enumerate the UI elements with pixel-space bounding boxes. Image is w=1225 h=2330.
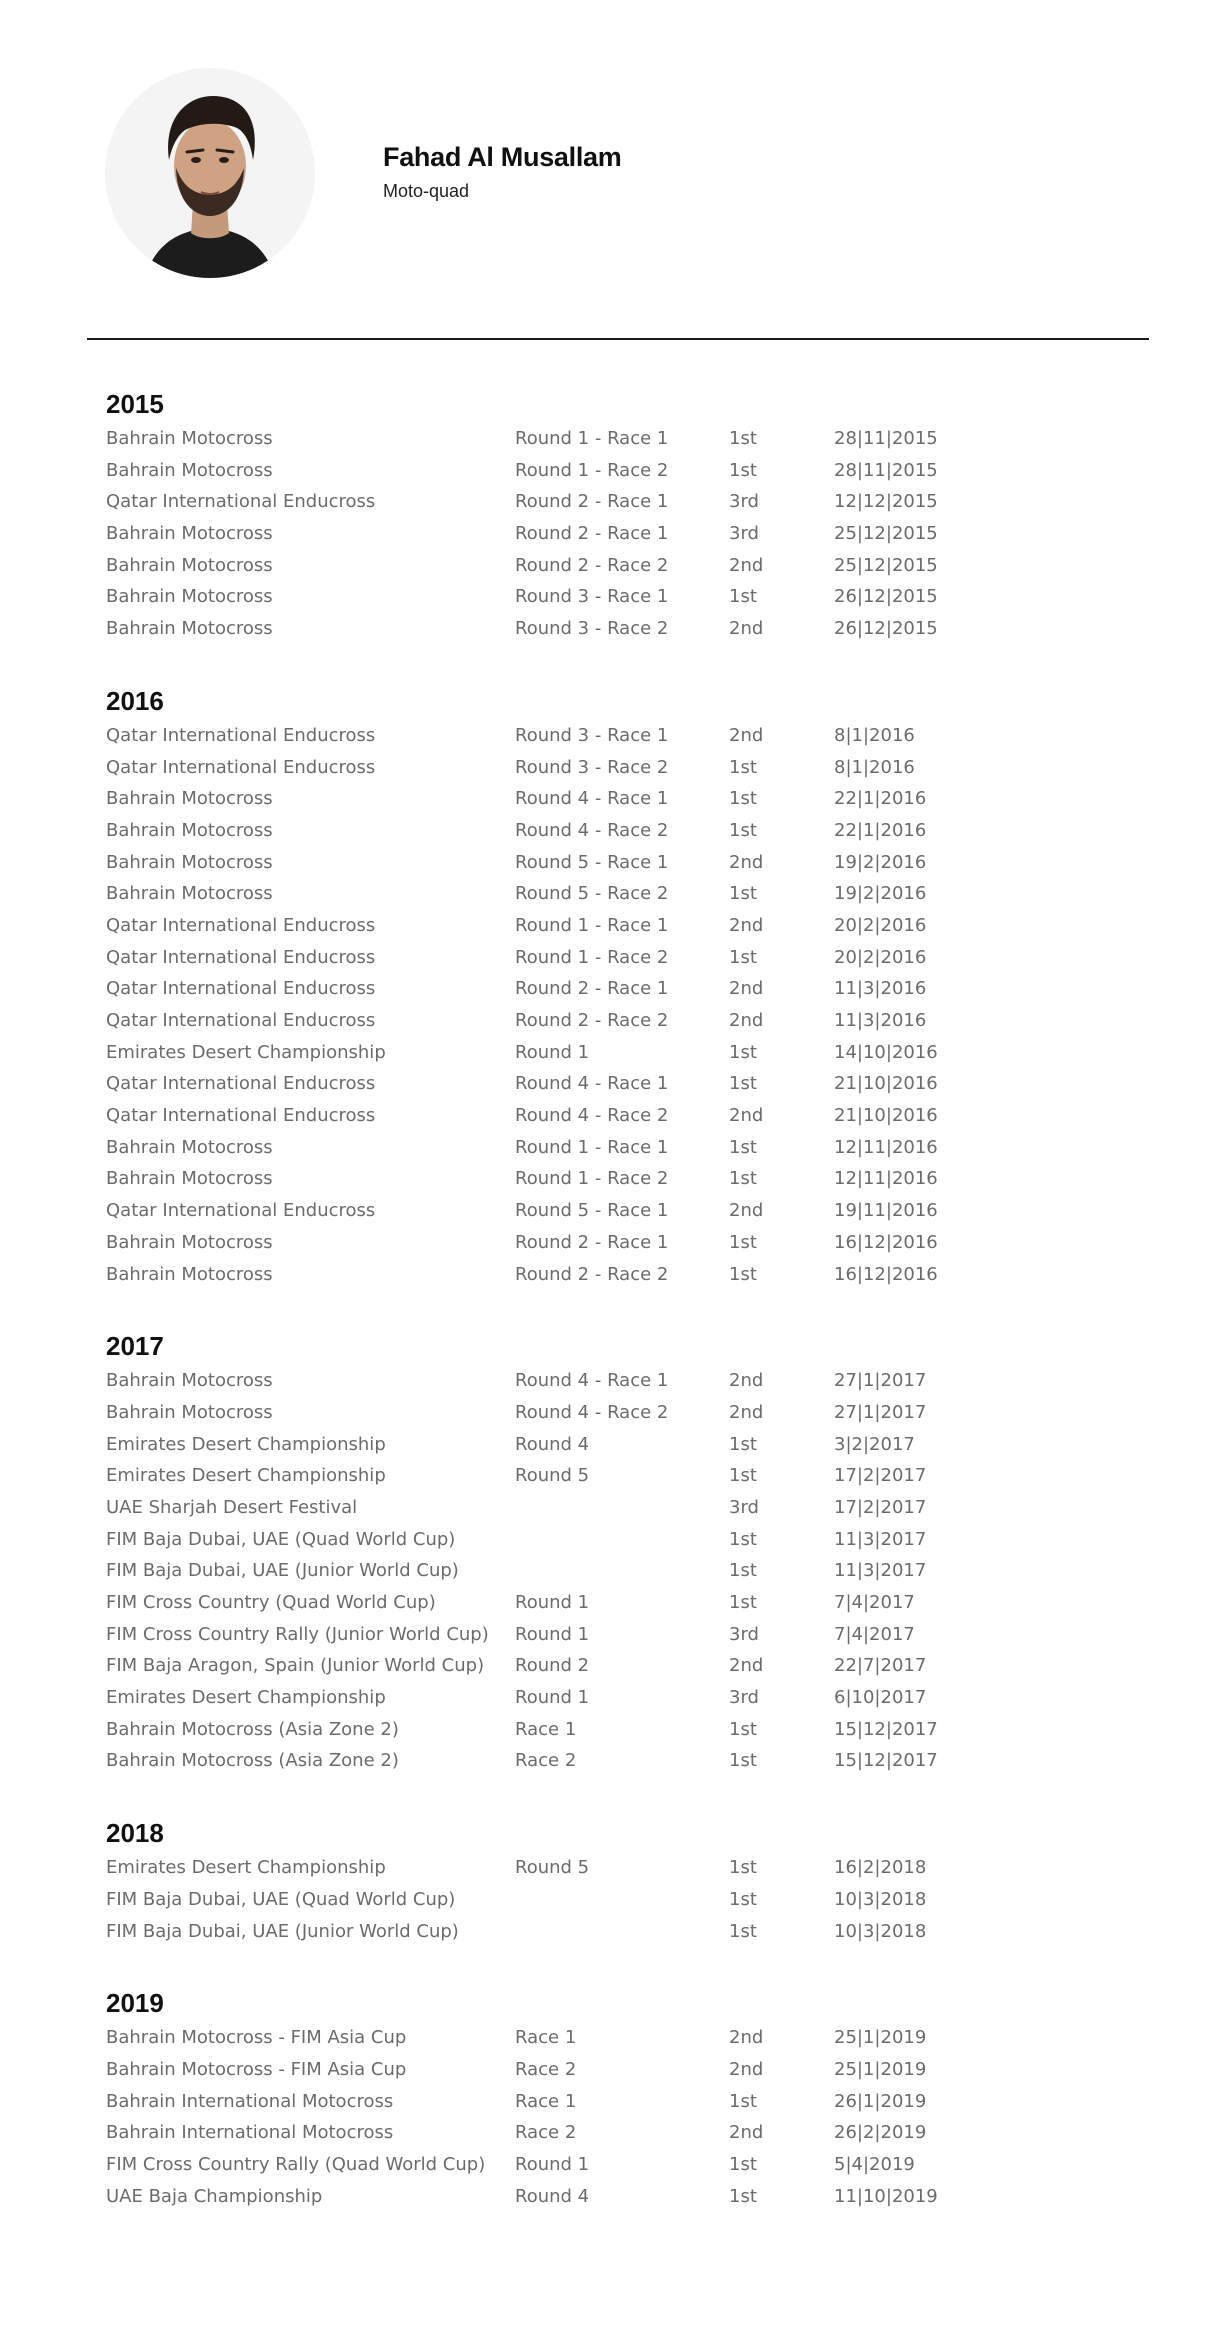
result-round: Round 5 - Race 2 bbox=[515, 883, 669, 905]
year-section bbox=[106, 1327, 1156, 1777]
result-event: Bahrain Motocross bbox=[106, 1263, 273, 1285]
result-event: Qatar International Enducross bbox=[106, 914, 376, 936]
result-row bbox=[106, 1650, 1156, 1682]
result-position: 1st bbox=[729, 428, 757, 449]
result-row bbox=[106, 783, 1156, 815]
result-date: 19|2|2016 bbox=[834, 851, 927, 873]
result-round: Round 3 - Race 1 bbox=[515, 586, 669, 608]
avatar bbox=[105, 68, 315, 278]
result-row bbox=[106, 1745, 1156, 1777]
result-position: 1st bbox=[729, 819, 757, 841]
result-date: 27|1|2017 bbox=[834, 1370, 927, 1392]
result-row bbox=[106, 973, 1156, 1005]
result-position: 1st bbox=[729, 1560, 757, 1582]
result-position: 2nd bbox=[729, 2027, 764, 2049]
result-date: 26|12|2015 bbox=[834, 586, 938, 608]
result-event: Emirates Desert Championship bbox=[106, 1433, 386, 1455]
result-round: Race 2 bbox=[515, 2058, 577, 2080]
result-round: Round 4 - Race 2 bbox=[515, 819, 669, 841]
result-position: 1st bbox=[729, 1528, 757, 1550]
result-row bbox=[106, 847, 1156, 879]
result-round: Round 1 bbox=[515, 1592, 590, 1613]
result-date: 16|12|2016 bbox=[834, 1263, 938, 1285]
year-section bbox=[106, 1984, 1156, 2212]
result-position: 2nd bbox=[729, 554, 764, 576]
result-position: 2nd bbox=[729, 1105, 764, 1127]
result-date: 11|3|2016 bbox=[834, 978, 927, 1000]
result-round: Round 1 bbox=[515, 1687, 590, 1709]
result-round: Round 3 - Race 1 bbox=[515, 724, 669, 746]
result-position: 1st bbox=[729, 586, 757, 608]
result-row bbox=[106, 2022, 1156, 2054]
result-position: 2nd bbox=[729, 851, 764, 873]
result-date: 19|11|2016 bbox=[834, 1200, 938, 1222]
result-round: Round 1 bbox=[515, 2153, 590, 2175]
result-date: 22|7|2017 bbox=[834, 1655, 927, 1677]
result-event: Bahrain Motocross - FIM Asia Cup bbox=[106, 2058, 407, 2080]
result-event: FIM Cross Country (Quad World Cup) bbox=[106, 1592, 436, 1613]
result-event: Bahrain Motocross bbox=[106, 1231, 273, 1253]
result-date: 11|3|2016 bbox=[834, 1010, 927, 1031]
result-position: 2nd bbox=[729, 1200, 764, 1222]
result-date: 25|12|2015 bbox=[834, 554, 938, 576]
result-date: 26|2|2019 bbox=[834, 2122, 927, 2144]
result-position: 1st bbox=[729, 2090, 757, 2112]
result-position: 3rd bbox=[729, 523, 759, 545]
result-round: Round 5 bbox=[515, 1465, 590, 1487]
result-row bbox=[106, 2086, 1156, 2118]
result-event: Emirates Desert Championship bbox=[106, 1041, 386, 1063]
result-date: 27|1|2017 bbox=[834, 1401, 927, 1423]
result-position: 2nd bbox=[729, 1655, 764, 1677]
result-position: 2nd bbox=[729, 978, 764, 1000]
result-row bbox=[106, 1100, 1156, 1132]
result-event: Qatar International Enducross bbox=[106, 1073, 376, 1095]
result-position: 2nd bbox=[729, 1370, 764, 1392]
result-date: 16|12|2016 bbox=[834, 1231, 938, 1253]
result-row bbox=[106, 1714, 1156, 1746]
result-event: Bahrain Motocross bbox=[106, 883, 273, 905]
result-round: Round 2 bbox=[515, 1655, 590, 1677]
result-event: Bahrain Motocross bbox=[106, 851, 273, 873]
result-event: Bahrain Motocross (Asia Zone 2) bbox=[106, 1750, 399, 1772]
result-position: 1st bbox=[729, 2153, 757, 2175]
result-row bbox=[106, 550, 1156, 582]
result-row bbox=[106, 815, 1156, 847]
result-event: FIM Cross Country Rally (Junior World Cup) bbox=[106, 1623, 489, 1645]
result-position: 1st bbox=[729, 1041, 757, 1063]
results-list bbox=[106, 385, 1156, 2249]
result-date: 8|1|2016 bbox=[834, 724, 915, 746]
result-position: 1st bbox=[729, 1718, 757, 1740]
rider-name: Fahad Al Musallam bbox=[383, 142, 622, 172]
result-row bbox=[106, 1227, 1156, 1259]
year-section bbox=[106, 682, 1156, 1290]
result-event: Bahrain Motocross bbox=[106, 1136, 273, 1158]
result-event: Bahrain Motocross bbox=[106, 554, 273, 576]
result-position: 1st bbox=[729, 1750, 757, 1772]
result-row bbox=[106, 752, 1156, 784]
result-round: Round 5 - Race 1 bbox=[515, 1200, 669, 1222]
result-event: Qatar International Enducross bbox=[106, 756, 376, 778]
result-round: Round 3 - Race 2 bbox=[515, 756, 669, 778]
result-event: Emirates Desert Championship bbox=[106, 1687, 386, 1709]
result-position: 1st bbox=[729, 1168, 757, 1190]
result-round: Round 4 - Race 2 bbox=[515, 1105, 669, 1127]
result-round: Round 1 - Race 2 bbox=[515, 1168, 669, 1190]
result-round: Round 4 - Race 1 bbox=[515, 1073, 669, 1095]
result-row bbox=[106, 423, 1156, 455]
result-event: Bahrain Motocross bbox=[106, 1168, 273, 1190]
result-date: 10|3|2018 bbox=[834, 1888, 927, 1910]
result-event: UAE Baja Championship bbox=[106, 2185, 323, 2207]
result-event: FIM Baja Dubai, UAE (Junior World Cup) bbox=[106, 1920, 459, 1942]
result-event: UAE Sharjah Desert Festival bbox=[106, 1496, 358, 1518]
result-date: 26|1|2019 bbox=[834, 2090, 927, 2112]
result-date: 12|11|2016 bbox=[834, 1136, 938, 1158]
result-position: 2nd bbox=[729, 2122, 764, 2144]
result-position: 1st bbox=[729, 946, 757, 968]
result-row bbox=[106, 1365, 1156, 1397]
result-row bbox=[106, 942, 1156, 974]
result-position: 2nd bbox=[729, 1010, 764, 1031]
year-heading: 2015 bbox=[106, 389, 164, 419]
result-round: Race 2 bbox=[515, 1750, 577, 1772]
result-position: 1st bbox=[729, 1857, 757, 1879]
person-portrait-icon bbox=[105, 68, 315, 278]
result-event: FIM Baja Dubai, UAE (Quad World Cup) bbox=[106, 1888, 456, 1910]
result-row bbox=[106, 486, 1156, 518]
result-row bbox=[106, 1492, 1156, 1524]
result-row bbox=[106, 2181, 1156, 2213]
rider-discipline: Moto-quad bbox=[383, 181, 470, 201]
result-date: 28|11|2015 bbox=[834, 428, 938, 449]
result-date: 28|11|2015 bbox=[834, 459, 938, 481]
result-date: 11|3|2017 bbox=[834, 1528, 927, 1550]
result-row bbox=[106, 1429, 1156, 1461]
result-event: Qatar International Enducross bbox=[106, 946, 376, 968]
result-round: Round 4 bbox=[515, 1433, 590, 1455]
result-date: 22|1|2016 bbox=[834, 788, 927, 810]
result-event: Bahrain Motocross bbox=[106, 1370, 273, 1392]
result-row bbox=[106, 2149, 1156, 2181]
result-date: 20|2|2016 bbox=[834, 914, 927, 936]
result-row bbox=[106, 1852, 1156, 1884]
result-date: 17|2|2017 bbox=[834, 1465, 927, 1487]
profile-header bbox=[0, 0, 1225, 340]
result-row bbox=[106, 1132, 1156, 1164]
year-heading: 2017 bbox=[106, 1331, 164, 1362]
result-date: 22|1|2016 bbox=[834, 819, 927, 841]
result-round: Round 2 - Race 1 bbox=[515, 1231, 669, 1253]
result-date: 6|10|2017 bbox=[834, 1687, 927, 1709]
result-event: Qatar International Enducross bbox=[106, 1010, 376, 1031]
result-position: 3rd bbox=[729, 1496, 759, 1518]
result-round: Round 1 - Race 2 bbox=[515, 459, 669, 481]
result-position: 2nd bbox=[729, 1401, 764, 1423]
result-round: Round 1 bbox=[515, 1041, 590, 1063]
year-heading: 2019 bbox=[106, 1988, 164, 2019]
result-event: Bahrain International Motocross bbox=[106, 2122, 394, 2144]
result-round: Round 1 - Race 2 bbox=[515, 946, 669, 968]
result-position: 1st bbox=[729, 1263, 757, 1285]
result-row bbox=[106, 1397, 1156, 1429]
result-round: Round 4 - Race 2 bbox=[515, 1401, 669, 1423]
result-event: FIM Baja Aragon, Spain (Junior World Cup) bbox=[106, 1655, 485, 1677]
result-date: 11|3|2017 bbox=[834, 1560, 927, 1582]
result-round: Race 1 bbox=[515, 2090, 577, 2112]
result-row bbox=[106, 1460, 1156, 1492]
result-position: 1st bbox=[729, 1433, 757, 1455]
result-event: Bahrain Motocross bbox=[106, 819, 273, 841]
result-event: Qatar International Enducross bbox=[106, 1200, 376, 1222]
result-event: Bahrain Motocross bbox=[106, 428, 273, 449]
result-row bbox=[106, 1005, 1156, 1037]
result-position: 1st bbox=[729, 459, 757, 481]
result-row bbox=[106, 1587, 1156, 1619]
result-event: Qatar International Enducross bbox=[106, 724, 376, 746]
result-round: Round 5 bbox=[515, 1857, 590, 1879]
result-date: 14|10|2016 bbox=[834, 1041, 938, 1063]
result-event: FIM Cross Country Rally (Quad World Cup) bbox=[106, 2153, 486, 2175]
result-event: Bahrain Motocross bbox=[106, 586, 273, 608]
result-position: 1st bbox=[729, 1920, 757, 1942]
result-row bbox=[106, 1682, 1156, 1714]
result-date: 25|1|2019 bbox=[834, 2027, 927, 2049]
result-event: Qatar International Enducross bbox=[106, 978, 376, 1000]
result-position: 1st bbox=[729, 1231, 757, 1253]
result-date: 11|10|2019 bbox=[834, 2185, 938, 2207]
result-round: Round 2 - Race 1 bbox=[515, 491, 669, 513]
result-position: 3rd bbox=[729, 1623, 759, 1645]
result-position: 1st bbox=[729, 883, 757, 905]
result-round: Round 4 bbox=[515, 2185, 590, 2207]
result-event: Emirates Desert Championship bbox=[106, 1857, 386, 1879]
result-row bbox=[106, 581, 1156, 613]
result-round: Round 1 - Race 1 bbox=[515, 428, 669, 449]
result-round: Round 2 - Race 2 bbox=[515, 1010, 669, 1031]
result-event: FIM Baja Dubai, UAE (Junior World Cup) bbox=[106, 1560, 459, 1582]
result-event: Bahrain Motocross bbox=[106, 459, 273, 481]
result-row bbox=[106, 613, 1156, 645]
result-round: Round 2 - Race 1 bbox=[515, 523, 669, 545]
result-date: 7|4|2017 bbox=[834, 1623, 915, 1645]
result-row bbox=[106, 1037, 1156, 1069]
result-round: Round 1 bbox=[515, 1623, 590, 1645]
result-date: 12|12|2015 bbox=[834, 491, 938, 513]
result-position: 2nd bbox=[729, 724, 764, 746]
year-heading: 2016 bbox=[106, 685, 164, 716]
result-row bbox=[106, 910, 1156, 942]
result-row bbox=[106, 455, 1156, 487]
result-position: 1st bbox=[729, 1073, 757, 1095]
result-date: 5|4|2019 bbox=[834, 2153, 915, 2175]
result-date: 25|12|2015 bbox=[834, 523, 938, 545]
result-round: Round 3 - Race 2 bbox=[515, 618, 669, 640]
result-round: Race 1 bbox=[515, 1718, 577, 1740]
result-event: Bahrain Motocross (Asia Zone 2) bbox=[106, 1718, 399, 1740]
result-row bbox=[106, 1195, 1156, 1227]
result-event: Bahrain Motocross - FIM Asia Cup bbox=[106, 2027, 407, 2049]
result-row bbox=[106, 1259, 1156, 1291]
result-date: 8|1|2016 bbox=[834, 756, 915, 778]
result-date: 26|12|2015 bbox=[834, 618, 938, 640]
result-position: 3rd bbox=[729, 491, 759, 513]
result-position: 2nd bbox=[729, 914, 764, 936]
result-round: Round 4 - Race 1 bbox=[515, 788, 669, 810]
result-event: Bahrain Motocross bbox=[106, 1401, 273, 1423]
result-round: Round 2 - Race 2 bbox=[515, 554, 669, 576]
result-date: 7|4|2017 bbox=[834, 1592, 915, 1613]
result-date: 21|10|2016 bbox=[834, 1073, 938, 1095]
result-round: Round 2 - Race 1 bbox=[515, 978, 669, 1000]
result-position: 1st bbox=[729, 1888, 757, 1910]
result-row bbox=[106, 2117, 1156, 2149]
result-date: 10|3|2018 bbox=[834, 1920, 927, 1942]
result-date: 15|12|2017 bbox=[834, 1718, 938, 1740]
result-date: 17|2|2017 bbox=[834, 1496, 927, 1518]
result-row bbox=[106, 1884, 1156, 1916]
result-date: 16|2|2018 bbox=[834, 1857, 927, 1879]
result-round: Race 1 bbox=[515, 2027, 577, 2049]
result-date: 20|2|2016 bbox=[834, 946, 927, 968]
result-date: 25|1|2019 bbox=[834, 2058, 927, 2080]
result-position: 1st bbox=[729, 788, 757, 810]
result-position: 1st bbox=[729, 1136, 757, 1158]
result-event: Bahrain Motocross bbox=[106, 523, 273, 545]
result-row bbox=[106, 878, 1156, 910]
result-row bbox=[106, 1524, 1156, 1556]
result-row bbox=[106, 1555, 1156, 1587]
result-row bbox=[106, 1619, 1156, 1651]
result-round: Race 2 bbox=[515, 2122, 577, 2144]
result-position: 1st bbox=[729, 1592, 757, 1613]
result-position: 1st bbox=[729, 1465, 757, 1487]
result-event: Emirates Desert Championship bbox=[106, 1465, 386, 1487]
result-event: FIM Baja Dubai, UAE (Quad World Cup) bbox=[106, 1528, 456, 1550]
result-date: 15|12|2017 bbox=[834, 1750, 938, 1772]
result-round: Round 5 - Race 1 bbox=[515, 851, 669, 873]
year-heading: 2018 bbox=[106, 1818, 164, 1849]
result-date: 21|10|2016 bbox=[834, 1105, 938, 1127]
result-round: Round 1 - Race 1 bbox=[515, 1136, 669, 1158]
result-row bbox=[106, 2054, 1156, 2086]
result-event: Qatar International Enducross bbox=[106, 1105, 376, 1127]
result-position: 3rd bbox=[729, 1687, 759, 1709]
year-section bbox=[106, 1814, 1156, 1947]
result-date: 3|2|2017 bbox=[834, 1433, 915, 1455]
result-round: Round 2 - Race 2 bbox=[515, 1263, 669, 1285]
result-row bbox=[106, 1163, 1156, 1195]
result-round: Round 4 - Race 1 bbox=[515, 1370, 669, 1392]
result-event: Qatar International Enducross bbox=[106, 491, 376, 513]
result-position: 1st bbox=[729, 2185, 757, 2207]
result-row bbox=[106, 518, 1156, 550]
result-event: Bahrain Motocross bbox=[106, 618, 273, 640]
year-section bbox=[106, 385, 1156, 645]
result-row bbox=[106, 1068, 1156, 1100]
result-round: Round 1 - Race 1 bbox=[515, 914, 669, 936]
result-position: 1st bbox=[729, 756, 757, 778]
result-event: Bahrain International Motocross bbox=[106, 2090, 394, 2112]
result-date: 19|2|2016 bbox=[834, 883, 927, 905]
result-row bbox=[106, 720, 1156, 752]
result-position: 2nd bbox=[729, 2058, 764, 2080]
result-date: 12|11|2016 bbox=[834, 1168, 938, 1190]
result-row bbox=[106, 1916, 1156, 1948]
header-divider bbox=[87, 338, 1149, 340]
result-event: Bahrain Motocross bbox=[106, 788, 273, 810]
result-position: 2nd bbox=[729, 618, 764, 640]
